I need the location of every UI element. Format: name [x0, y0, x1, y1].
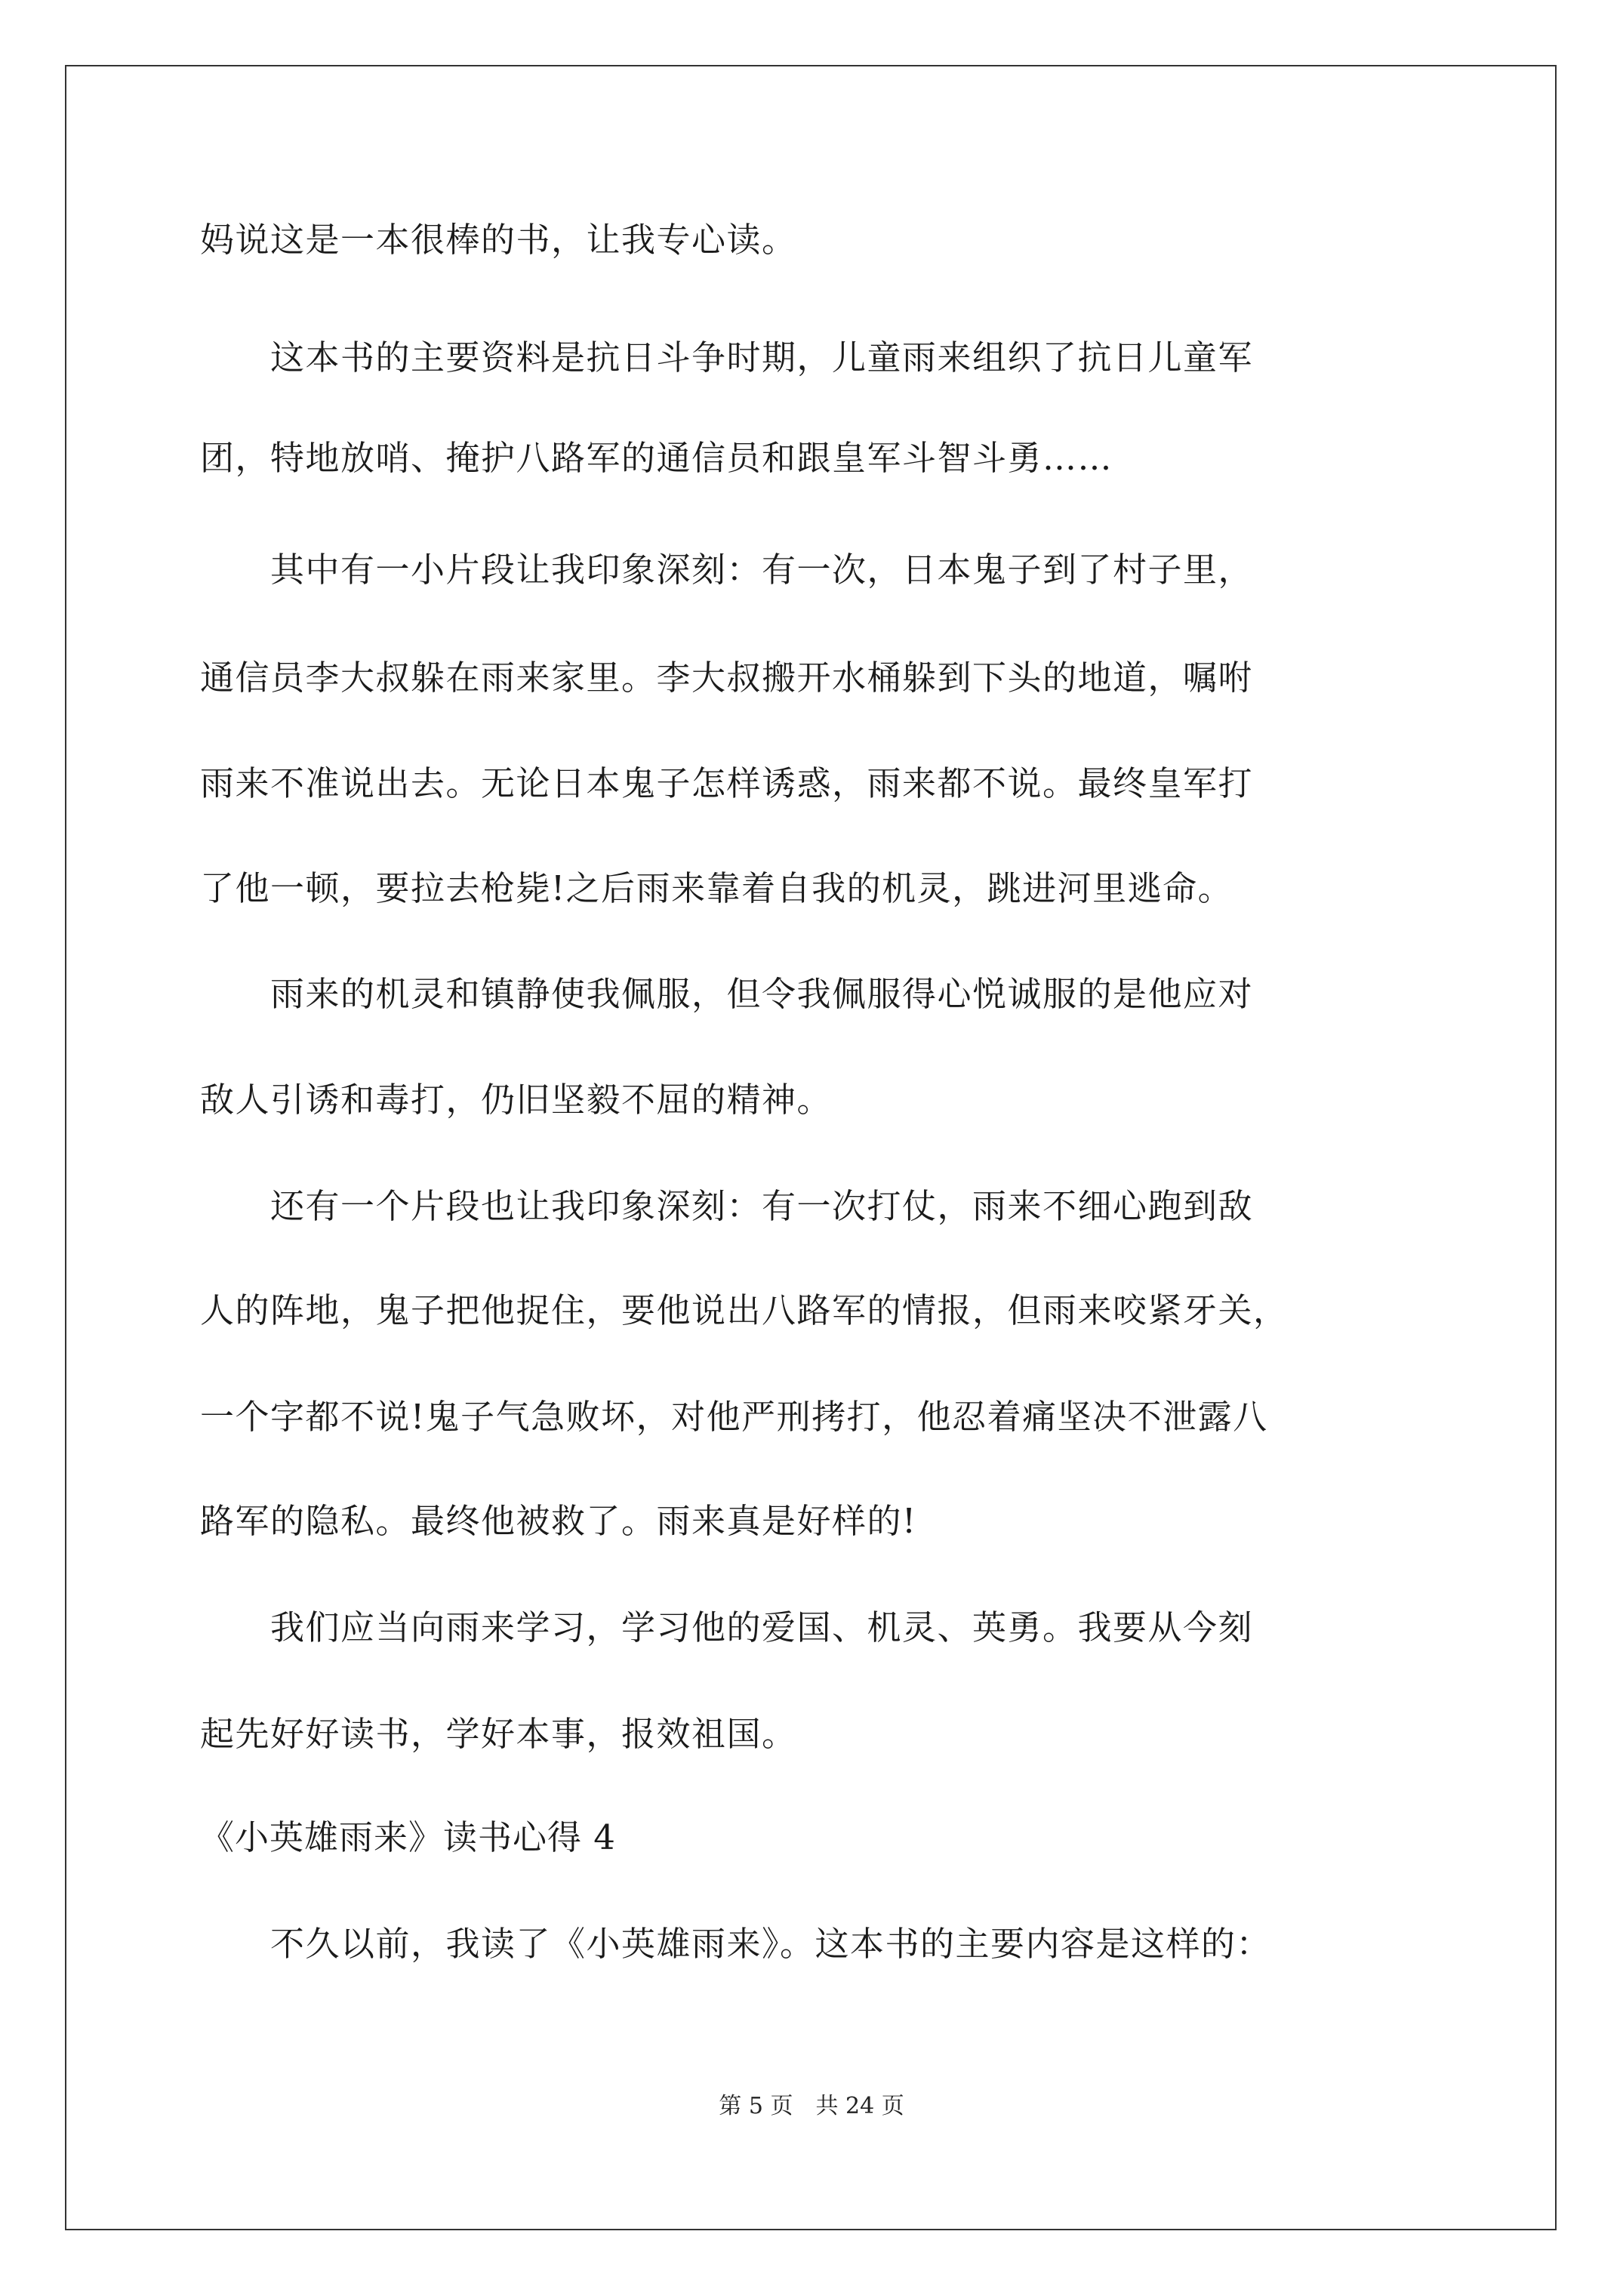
- text-line: 雨来不准说出去。无论日本鬼子怎样诱惑，雨来都不说。最终皇军打: [200, 763, 1254, 803]
- text-line: 不久以前，我读了《小英雄雨来》。这本书的主要内容是这样的：: [200, 1924, 1272, 1964]
- page-border: [65, 65, 1557, 2230]
- text-line: 通信员李大叔躲在雨来家里。李大叔搬开水桶躲到下头的地道，嘱咐: [200, 658, 1254, 698]
- text-line: 敌人引诱和毒打，仍旧坚毅不屈的精神。: [200, 1080, 833, 1120]
- text-line: 还有一个片段也让我印象深刻：有一次打仗，雨来不细心跑到敌: [200, 1186, 1254, 1226]
- section-heading: 《小英雄雨来》读书心得 4: [200, 1817, 616, 1857]
- text-line: 人的阵地，鬼子把他捉住，要他说出八路军的情报，但雨来咬紧牙关，: [200, 1290, 1289, 1330]
- text-line: 其中有一小片段让我印象深刻：有一次，日本鬼子到了村子里，: [200, 550, 1254, 590]
- page-total: 共 24 页: [815, 2093, 904, 2119]
- page-number: 第 5 页: [719, 2093, 793, 2119]
- text-line: 起先好好读书，学好本事，报效祖国。: [200, 1714, 797, 1754]
- text-line: 了他一顿，要拉去枪毙!之后雨来靠着自我的机灵，跳进河里逃命。: [200, 868, 1233, 908]
- text-line: 雨来的机灵和镇静使我佩服，但令我佩服得心悦诚服的是他应对: [200, 974, 1254, 1014]
- text-line: 我们应当向雨来学习，学习他的爱国、机灵、英勇。我要从今刻: [200, 1607, 1254, 1647]
- text-line: 路军的隐私。最终他被救了。雨来真是好样的!: [200, 1501, 917, 1541]
- text-line: 妈说这是一本很棒的书，让我专心读。: [200, 220, 797, 260]
- text-line: 一个字都不说!鬼子气急败坏，对他严刑拷打，他忍着痛坚决不泄露八: [200, 1397, 1268, 1437]
- text-line: 团，特地放哨、掩护八路军的通信员和跟皇军斗智斗勇……: [200, 438, 1113, 478]
- text-line: 这本书的主要资料是抗日斗争时期，儿童雨来组织了抗日儿童军: [200, 337, 1254, 378]
- page-footer: [0, 2093, 1623, 2120]
